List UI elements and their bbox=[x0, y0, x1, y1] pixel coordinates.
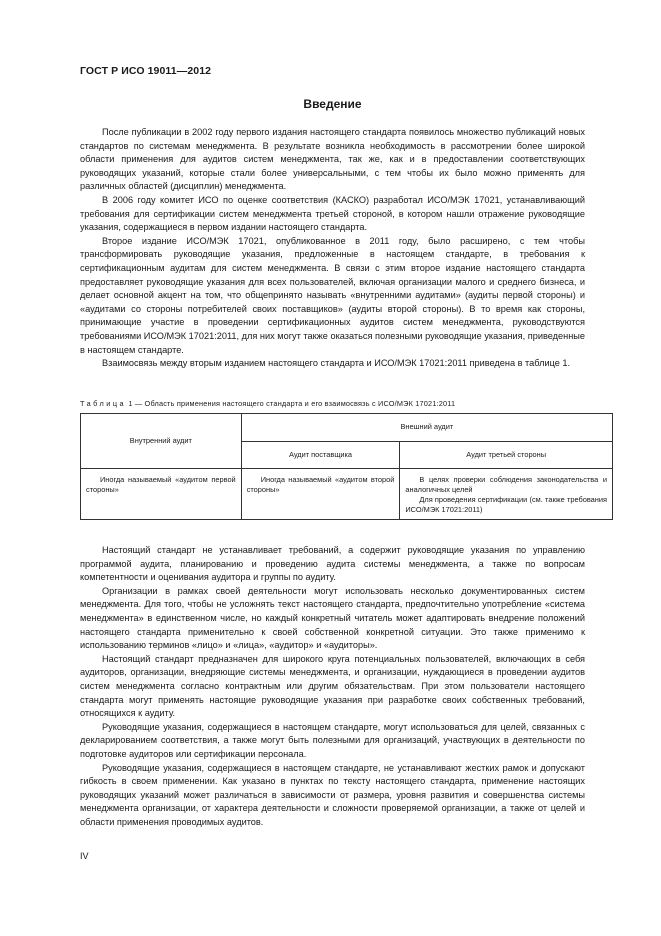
internal-audit-header: Внутренний аудит bbox=[81, 414, 242, 469]
paragraph: После публикации в 2002 году первого издания настоящего стандарта появилось множество публикаций новых стандартов по системам менеджмента. В результате возникла необходимость в рассмотрении более широкой области применения для аудитов систем менеджмента, так же, как и в предоставлении соответствующих руководящих указаний, которые стали более универсальными, с тем чтобы их было можно применять для различных областей (дисциплин) менеджмента. bbox=[80, 127, 585, 192]
third-party-audit-header: Аудит третьей стороны bbox=[400, 441, 613, 469]
table-caption bbox=[80, 399, 600, 408]
document-header: ГОСТ Р ИСО 19011—2012 bbox=[80, 65, 212, 77]
supplier-audit-header: Аудит поставщика bbox=[241, 441, 400, 469]
intro-text bbox=[80, 126, 585, 371]
page-number: IV bbox=[80, 851, 89, 861]
paragraph: Второе издание ИСО/МЭК 17021, опубликованное в 2011 году, было расширено, с тем чтобы трансформировать руководящие указания, предложенные в настоящем стандарте, в требования к сертификационным аудитам для систем менеджмента. В связи с этим второе издание настоящего стандарта предоставляет руководящие указания для всех пользователей, включая организации малого и среднего бизнеса, и делает основной акцент на том, что общепринято называть «внутренними аудитами» (аудиты первой стороны) и «аудитами со стороны потребителей своих поставщиков» (аудиты второй стороны). В то время как стороны, принимающие участие в проведении сертификационных аудитов систем менеджмента, руководствуются требованиями ИСО/МЭК 17021:2011, для них могут также оказаться полезными руководящие указания, приведенные в настоящем стандарте. bbox=[80, 235, 585, 355]
external-audit-header: Внешний аудит bbox=[241, 414, 612, 442]
scope-table bbox=[80, 413, 613, 520]
section-title: Введение bbox=[303, 97, 362, 111]
table-caption-text: 1 — Область применения настоящего стандарта и его взаимосвязь с ИСО/МЭК 17021:2011 bbox=[126, 399, 456, 408]
paragraph: Руководящие указания, содержащиеся в настоящем стандарте, могут использоваться для целей, связанных с декларированием соответствия, а также могут быть полезными для организаций, участвующих в деятельности по подготовке аудиторов или сертификации персонала. bbox=[80, 721, 585, 759]
paragraph: Руководящие указания, содержащиеся в настоящем стандарте, не устанавливают жестких рамок и допускают гибкость в своем применении. Как указано в пунктах по тексту настоящего стандарта, применение настоящих руководящих указаний может различаться в зависимости от размера, уровня развития и совершенства системы менеджмента организации, от характера деятельности и сложности проверяемой организации, а также от целей и области применения проводимых аудитов. bbox=[80, 762, 585, 827]
paragraph: Организации в рамках своей деятельности могут использовать несколько документированных систем менеджмента. Для того, чтобы не усложнять текст настоящего стандарта, предпочтительно употребление «система менеджмента» в единственном числе, но каждый конкретный читатель может адаптировать внедрение положений настоящего стандарта применительно к своей собственной конкретной ситуации. Это также применимо к использованию терминов «лицо» и «лица», «аудитор» и «аудиторы». bbox=[80, 585, 585, 651]
body-text bbox=[80, 544, 585, 829]
third-party-audit-cell: В целях проверки соблюдения законодательства и аналогичных целей Для проведения сертификации (см. также требования ИСО/МЭК 17021:2011) bbox=[400, 469, 613, 520]
internal-audit-cell: Иногда называемый «аудитом первой стороны» bbox=[81, 469, 242, 520]
paragraph: Настоящий стандарт не устанавливает требований, а содержит руководящие указания по управлению программой аудита, планированию и проведению аудита системы менеджмента, а также по вопросам компетентности и оценивания аудитора и группы по аудиту. bbox=[80, 545, 585, 583]
paragraph: В 2006 году комитет ИСО по оценке соответствия (КАСКО) разработал ИСО/МЭК 17021, устанавливающий требования для сертификации систем менеджмента третьей стороной, в котором нашли отражение руководящие указания, содержащиеся в первом издании настоящего стандарта. bbox=[80, 194, 585, 233]
paragraph: Настоящий стандарт предназначен для широкого круга потенциальных пользователей, включающих в себя аудиторов, организации, внедряющие системы менеджмента, и организации, нуждающиеся в проведении аудитов систем менеджмента согласно контрактным или другим обязательствам. При этом пользователи настоящего стандарта могут применять настоящие руководящие указания при разработке своих собственных требований, относящихся к аудиту. bbox=[80, 653, 585, 719]
table-caption-word: Таблица bbox=[80, 399, 127, 408]
paragraph: Взаимосвязь между вторым изданием настоящего стандарта и ИСО/МЭК 17021:2011 приведена в таблице 1. bbox=[102, 358, 571, 369]
supplier-audit-cell: Иногда называемый «аудитом второй стороны» bbox=[241, 469, 400, 520]
